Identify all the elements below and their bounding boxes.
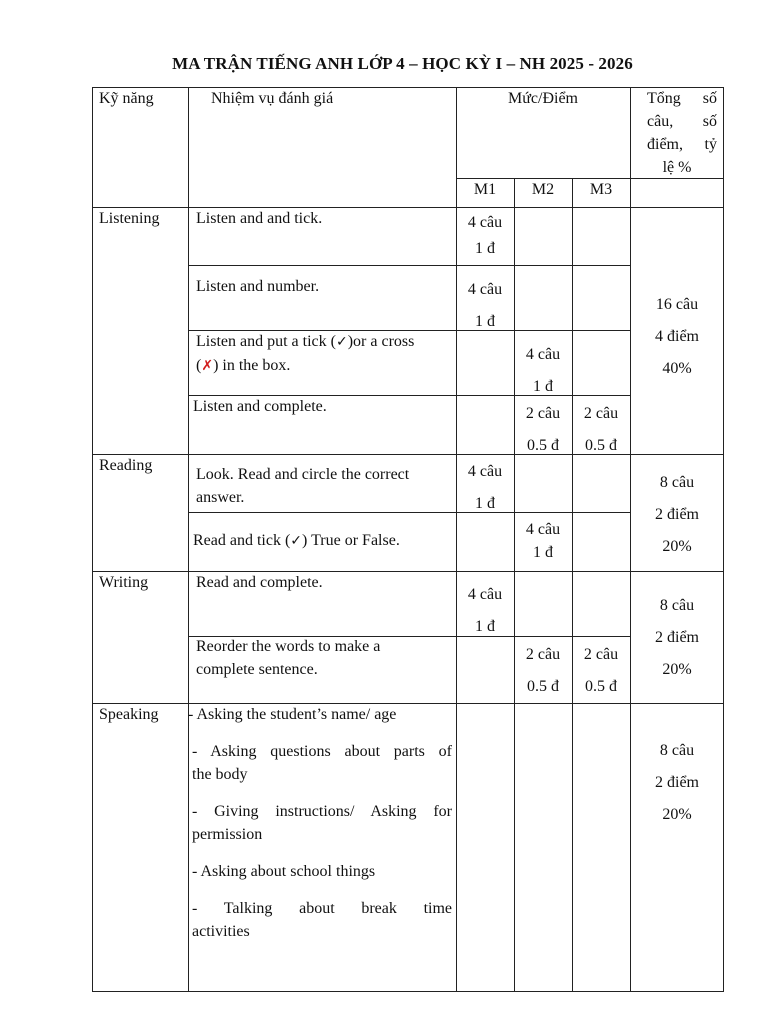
listening-task-4-m2: [514, 398, 572, 462]
task-line: Look. Read and circle the correct: [196, 466, 410, 483]
listening-task-1: Listen and and tick.: [196, 210, 323, 227]
task-line: the body: [192, 766, 248, 783]
cross-icon: ✗: [201, 358, 214, 374]
writing-task-2: [196, 635, 380, 681]
text-part: Read and tick (: [193, 532, 291, 549]
score-text: 0.5 đ: [527, 678, 559, 695]
reading-row-line-1: [188, 512, 630, 513]
reading-total: [630, 467, 724, 563]
task-line: answer.: [196, 489, 245, 506]
text-part: Listen and put a tick (: [196, 333, 336, 350]
listening-total: [630, 289, 724, 385]
count-text: 4 câu: [525, 346, 561, 363]
score-text: 2 điểm: [655, 506, 699, 523]
score-text: 0.5 đ: [585, 678, 617, 695]
listening-task-3: [196, 330, 450, 378]
count-text: 4 câu: [467, 214, 503, 231]
listening-task-2: Listen and number.: [196, 278, 320, 295]
task-line: - Asking questions about parts of: [192, 743, 452, 760]
col-divider-m1: [514, 178, 515, 992]
reading-task-1-m1: [456, 456, 514, 520]
speaking-item-5: [188, 897, 452, 943]
count-text: 2 câu: [525, 405, 561, 422]
score-text: 2 điểm: [655, 629, 699, 646]
col-divider-m2: [572, 178, 573, 992]
reading-task-2: [193, 529, 400, 553]
score-text: 1 đ: [533, 378, 553, 395]
writing-task-2-m3: [572, 639, 630, 703]
tick-icon: ✓: [335, 334, 348, 350]
header-task: Nhiệm vụ đánh giá: [211, 90, 334, 107]
listening-task-1-m1: [456, 210, 514, 262]
listening-task-2-m1: [456, 274, 514, 338]
score-text: 0.5 đ: [527, 437, 559, 454]
count-text: 4 câu: [467, 281, 503, 298]
score-text: 1 đ: [533, 544, 553, 561]
table-border-left: [92, 87, 93, 992]
percent-text: 20%: [662, 661, 692, 678]
header-skill: Kỹ năng: [99, 90, 154, 107]
document-title: MA TRẬN TIẾNG ANH LỚP 4 – HỌC KỲ I – NH 2025 - 2026: [172, 54, 633, 73]
skill-speaking: Speaking: [99, 706, 159, 723]
task-line: - Giving instructions/ Asking for: [192, 803, 452, 820]
task-line: Reorder the words to make a: [196, 638, 381, 655]
header-m1: M1: [473, 181, 497, 198]
header-total-line: điểm, tỷ: [647, 136, 717, 153]
count-text: 2 câu: [525, 646, 561, 663]
task-line: - Talking about break time: [192, 900, 452, 917]
skill-writing: Writing: [99, 574, 149, 591]
reading-task-2-m2: [514, 518, 572, 564]
listening-task-3-line: [196, 354, 450, 378]
text-part: (: [196, 357, 202, 374]
task-line: permission: [192, 826, 263, 843]
writing-task-1: Read and complete.: [196, 574, 323, 591]
count-text: 4 câu: [525, 521, 561, 538]
header-total: [637, 87, 717, 179]
count-text: 4 câu: [467, 586, 503, 603]
reading-task-1: [196, 463, 409, 509]
writing-task-2-m2: [514, 639, 572, 703]
score-text: 1 đ: [475, 495, 495, 512]
speaking-item-1: - Asking the student’s name/ age: [188, 706, 397, 723]
speaking-item-2: [188, 740, 452, 786]
percent-text: 20%: [662, 538, 692, 555]
listening-task-3-line: [196, 330, 450, 354]
speaking-tasks: [188, 703, 452, 943]
header-total-line: lệ %: [662, 159, 692, 176]
score-text: 1 đ: [475, 313, 495, 330]
tick-icon: ✓: [290, 533, 303, 549]
task-line: complete sentence.: [196, 661, 318, 678]
header-total-line: Tổng số: [647, 90, 717, 107]
text-part: ) in the box.: [213, 357, 291, 374]
skill-listening: Listening: [99, 210, 160, 227]
count-text: 16 câu: [655, 296, 699, 313]
reading-bottom-line: [92, 571, 724, 572]
score-text: 1 đ: [475, 618, 495, 635]
percent-text: 20%: [662, 806, 692, 823]
writing-task-1-m1: [456, 579, 514, 643]
text-part: )or a cross: [347, 333, 415, 350]
score-text: 1 đ: [475, 240, 495, 257]
header-m3: M3: [589, 181, 613, 198]
listening-row-line-1: [188, 265, 630, 266]
count-text: 4 câu: [467, 463, 503, 480]
count-text: 2 câu: [583, 405, 619, 422]
listening-task-4: Listen and complete.: [193, 398, 327, 415]
header-bottom-line: [92, 207, 724, 208]
count-text: 8 câu: [659, 474, 695, 491]
header-total-line: câu, số: [647, 113, 717, 130]
score-text: 4 điểm: [655, 328, 699, 345]
score-text: 0.5 đ: [585, 437, 617, 454]
count-text: 8 câu: [659, 597, 695, 614]
text-part: ) True or False.: [302, 532, 400, 549]
percent-text: 40%: [662, 360, 692, 377]
listening-task-4-m3: [572, 398, 630, 462]
score-text: 2 điểm: [655, 774, 699, 791]
header-level: Mức/Điểm: [508, 90, 578, 107]
writing-total: [630, 590, 724, 686]
header-m2: M2: [531, 181, 555, 198]
speaking-total: [630, 735, 724, 831]
listening-task-3-m2: [514, 339, 572, 403]
task-line: activities: [192, 923, 250, 940]
count-text: 2 câu: [583, 646, 619, 663]
skill-reading: Reading: [99, 457, 153, 474]
count-text: 8 câu: [659, 742, 695, 759]
speaking-item-3: [188, 800, 452, 846]
speaking-item-4: - Asking about school things: [192, 863, 376, 880]
